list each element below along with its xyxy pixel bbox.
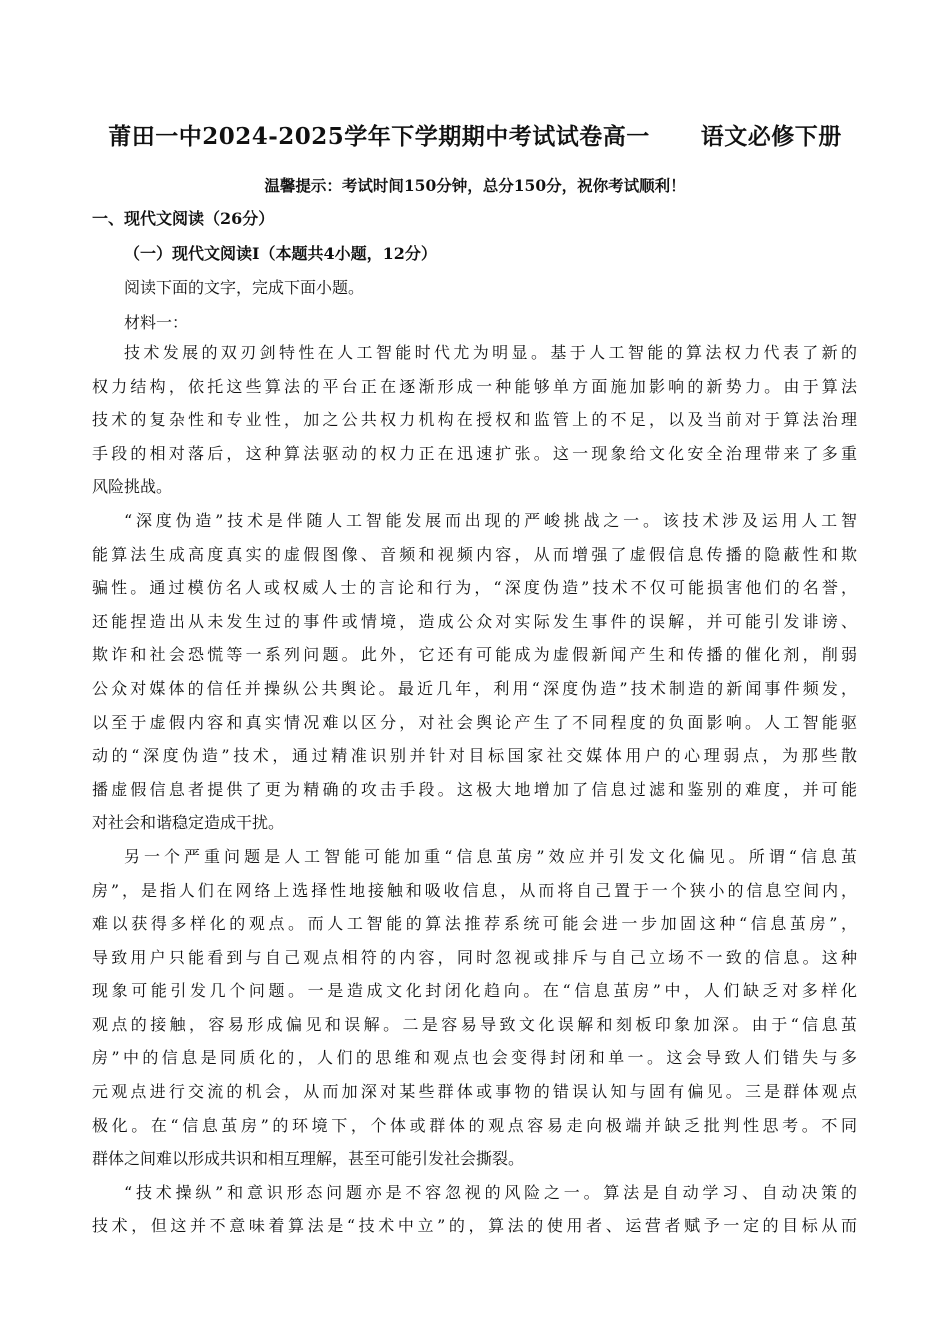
article-body [92,336,857,1243]
text-line: 技术的复杂性和专业性，加之公共权力机构在授权和监管上的不足，以及当前对于算法治理 [92,410,857,430]
text-line: “深度伪造”技术是伴随人工智能发展而出现的严峻挑战之一。该技术涉及运用人工智 [124,510,857,530]
text-line: 现象可能引发几个问题。一是造成文化封闭化趋向。在“信息茧房”中，人们缺乏对多样化 [92,981,857,1001]
text-line: 公众对媒体的信任并操纵公共舆论。最近几年，利用“深度伪造”技术制造的新闻事件频发， [92,678,857,698]
text-line: 骗性。通过模仿名人或权威人士的言论和行为，“深度伪造”技术不仅可能损害他们的名誉， [92,578,857,598]
text-line: 导致用户只能看到与自己观点相符的内容，同时忽视或排斥与自己立场不一致的信息。这种 [92,947,857,967]
text-line: 对社会和谐稳定造成干扰。 [92,813,285,833]
reading-instruction: 阅读下面的文字，完成下面小题。 [124,278,365,297]
text-line: 观点的接触，容易形成偏见和误解。二是容易导致文化误解和刻板印象加深。由于“信息茧 [92,1014,857,1034]
text-line: 房”中的信息是同质化的，人们的思维和观点也会变得封闭和单一。这会导致人们错失与多 [92,1048,857,1068]
section-heading: 一、现代文阅读（26分） [92,209,275,228]
text-line: 风险挑战。 [92,477,173,497]
text-line: 技术，但这并不意味着算法是“技术中立”的，算法的使用者、运营者赋予一定的目标从而 [92,1216,857,1236]
text-line: 群体之间难以形成共识和相互理解，甚至可能引发社会撕裂。 [92,1149,525,1169]
text-line: 技术发展的双刃剑特性在人工智能时代尤为明显。基于人工智能的算法权力代表了新的 [124,343,857,362]
text-line: 还能捏造出从未发生过的事件或情境，造成公众对实际发生事件的误解，并可能引发诽谤、 [92,611,857,631]
text-line: 难以获得多样化的观点。而人工智能的算法推荐系统可能会进一步加固这种“信息茧房”， [92,914,857,934]
text-line: 权力结构，依托这些算法的平台正在逐渐形成一种能够单方面施加影响的新势力。由于算法 [92,376,857,396]
text-line: 以至于虚假内容和真实情况难以区分，对社会舆论产生了不同程度的负面影响。人工智能驱 [92,712,857,732]
text-line: “技术操纵”和意识形态问题亦是不容忽视的风险之一。算法是自动学习、自动决策的 [124,1182,857,1202]
text-line: 元观点进行交流的机会，从而加深对某些群体或事物的错误认知与固有偏见。三是群体观点 [92,1082,857,1102]
text-line: 手段的相对落后，这种算法驱动的权力正在迅速扩张。这一现象给文化安全治理带来了多重 [92,443,857,463]
material-label: 材料一： [124,313,189,332]
text-line: 欺诈和社会恐慌等一系列问题。此外，它还有可能成为虚假新闻产生和传播的催化剂，削弱 [92,645,857,665]
subsection-heading: （一）现代文阅读Ⅰ（本题共4小题，12分） [124,244,437,263]
exam-tip: 温馨提示：考试时间150分钟，总分150分，祝你考试顺利！ [264,176,686,195]
text-line: 能算法生成高度真实的虚假图像、音频和视频内容，从而增强了虚假信息传播的隐蔽性和欺 [92,544,857,564]
text-line: 动的“深度伪造”技术，通过精准识别并针对目标国家社交媒体用户的心理弱点，为那些散 [92,746,857,766]
text-line: 极化。在“信息茧房”的环境下，个体或群体的观点容易走向极端并缺乏批判性思考。不同 [92,1115,857,1135]
text-line: 播虚假信息者提供了更为精确的攻击手段。这极大地增加了信息过滤和鉴别的难度，并可能 [92,779,857,799]
text-line: 另一个严重问题是人工智能可能加重“信息茧房”效应并引发文化偏见。所谓“信息茧 [124,846,857,866]
exam-title: 莆田一中2024-2025学年下学期期中考试试卷高一 语文必修下册 [108,123,842,150]
text-line: 房”，是指人们在网络上选择性地接触和吸收信息，从而将自己置于一个狭小的信息空间内， [92,880,857,900]
